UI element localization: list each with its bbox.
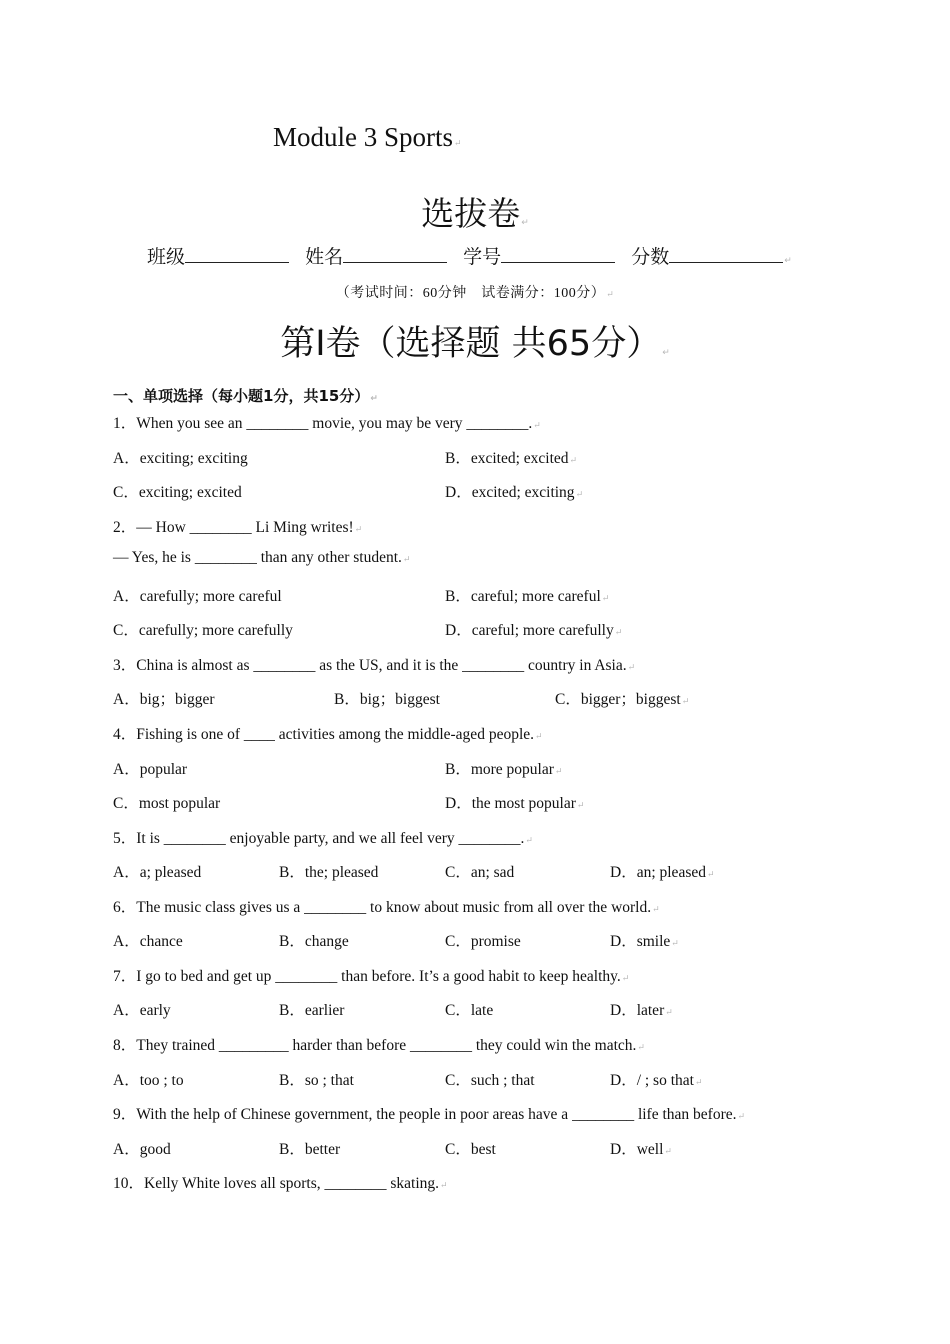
- option: A．carefully; more careful: [113, 588, 282, 605]
- option: A．chance: [113, 933, 183, 950]
- question-stem: 4．Fishing is one of ____ activities among the middle-aged people.↵: [113, 726, 543, 743]
- question-stem: 6．The music class gives us a ________ to know about music from all over the world.↵: [113, 899, 660, 916]
- option: B．big；biggest: [334, 691, 440, 708]
- option: D．well↵: [610, 1141, 672, 1158]
- option: A．a; pleased: [113, 864, 202, 881]
- part-title: 第I卷（选择题 共65分）↵: [280, 324, 670, 364]
- option: D．careful; more carefully↵: [445, 622, 623, 639]
- option: D．an; pleased↵: [610, 864, 715, 881]
- option: A．good: [113, 1141, 171, 1158]
- option: A．popular: [113, 761, 188, 778]
- option: A．too ; to: [113, 1072, 184, 1089]
- option: C．carefully; more carefully: [113, 622, 293, 639]
- name-blank[interactable]: [343, 244, 447, 263]
- question-stem: 5．It is ________ enjoyable party, and we all feel very ________.↵: [113, 830, 533, 847]
- document-subtitle: 选拔卷↵: [421, 194, 529, 233]
- option: A．early: [113, 1002, 171, 1019]
- option: C．bigger；biggest↵: [555, 691, 690, 708]
- option: C．an; sad: [445, 864, 515, 881]
- question-stem: 9．With the help of Chinese government, the people in poor areas have a ________ life than before.↵: [113, 1106, 746, 1123]
- option: D．later↵: [610, 1002, 673, 1019]
- score-label: 分数: [631, 246, 670, 268]
- option: B．more popular↵: [445, 761, 563, 778]
- option: B．change: [279, 933, 349, 950]
- question-stem-continued: — Yes, he is ________ than any other student.↵: [113, 549, 411, 566]
- option: D．the most popular↵: [445, 795, 585, 812]
- option: C．such ; that: [445, 1072, 535, 1089]
- option: B．better: [279, 1141, 341, 1158]
- option: C．best: [445, 1141, 496, 1158]
- section-title: 一、单项选择（每小题1分，共15分）↵: [113, 387, 378, 405]
- question-stem: 8．They trained _________ harder than before ________ they could win the match.↵: [113, 1037, 645, 1054]
- option: C．promise: [445, 933, 521, 950]
- question-stem: 10．Kelly White loves all sports, ________ skating.↵: [113, 1175, 448, 1192]
- name-label: 姓名: [305, 246, 344, 268]
- option: D．/ ; so that↵: [610, 1072, 703, 1089]
- option: A．exciting; exciting: [113, 450, 248, 467]
- score-blank[interactable]: [669, 244, 783, 263]
- option: C．exciting; excited: [113, 484, 242, 501]
- class-label: 班级: [147, 246, 186, 268]
- option: B．the; pleased: [279, 864, 379, 881]
- question-stem: 2．— How ________ Li Ming writes!↵: [113, 519, 363, 536]
- question-stem: 1．When you see an ________ movie, you may be very ________.↵: [113, 415, 541, 432]
- option: B．careful; more careful↵: [445, 588, 610, 605]
- option: D．smile↵: [610, 933, 679, 950]
- option: B．so ; that: [279, 1072, 354, 1089]
- option: A．big；bigger: [113, 691, 215, 708]
- student-number-label: 学号: [463, 246, 502, 268]
- question-stem: 3．China is almost as ________ as the US, and it is the ________ country in Asia.↵: [113, 657, 636, 674]
- student-number-blank[interactable]: [501, 244, 615, 263]
- option: C．late: [445, 1002, 494, 1019]
- question-stem: 7．I go to bed and get up ________ than before. It’s a good habit to keep healthy.↵: [113, 968, 630, 985]
- exam-info: （考试时间：60分钟 试卷满分：100分）↵: [335, 286, 615, 301]
- student-info-row: 班级 姓名 学号 分数 ↵: [147, 246, 792, 268]
- option: C．most popular: [113, 795, 221, 812]
- document-title: Module 3 Sports↵: [273, 122, 462, 152]
- option: B．earlier: [279, 1002, 345, 1019]
- class-blank[interactable]: [185, 244, 289, 263]
- option: D．excited; exciting↵: [445, 484, 584, 501]
- option: B．excited; excited↵: [445, 450, 578, 467]
